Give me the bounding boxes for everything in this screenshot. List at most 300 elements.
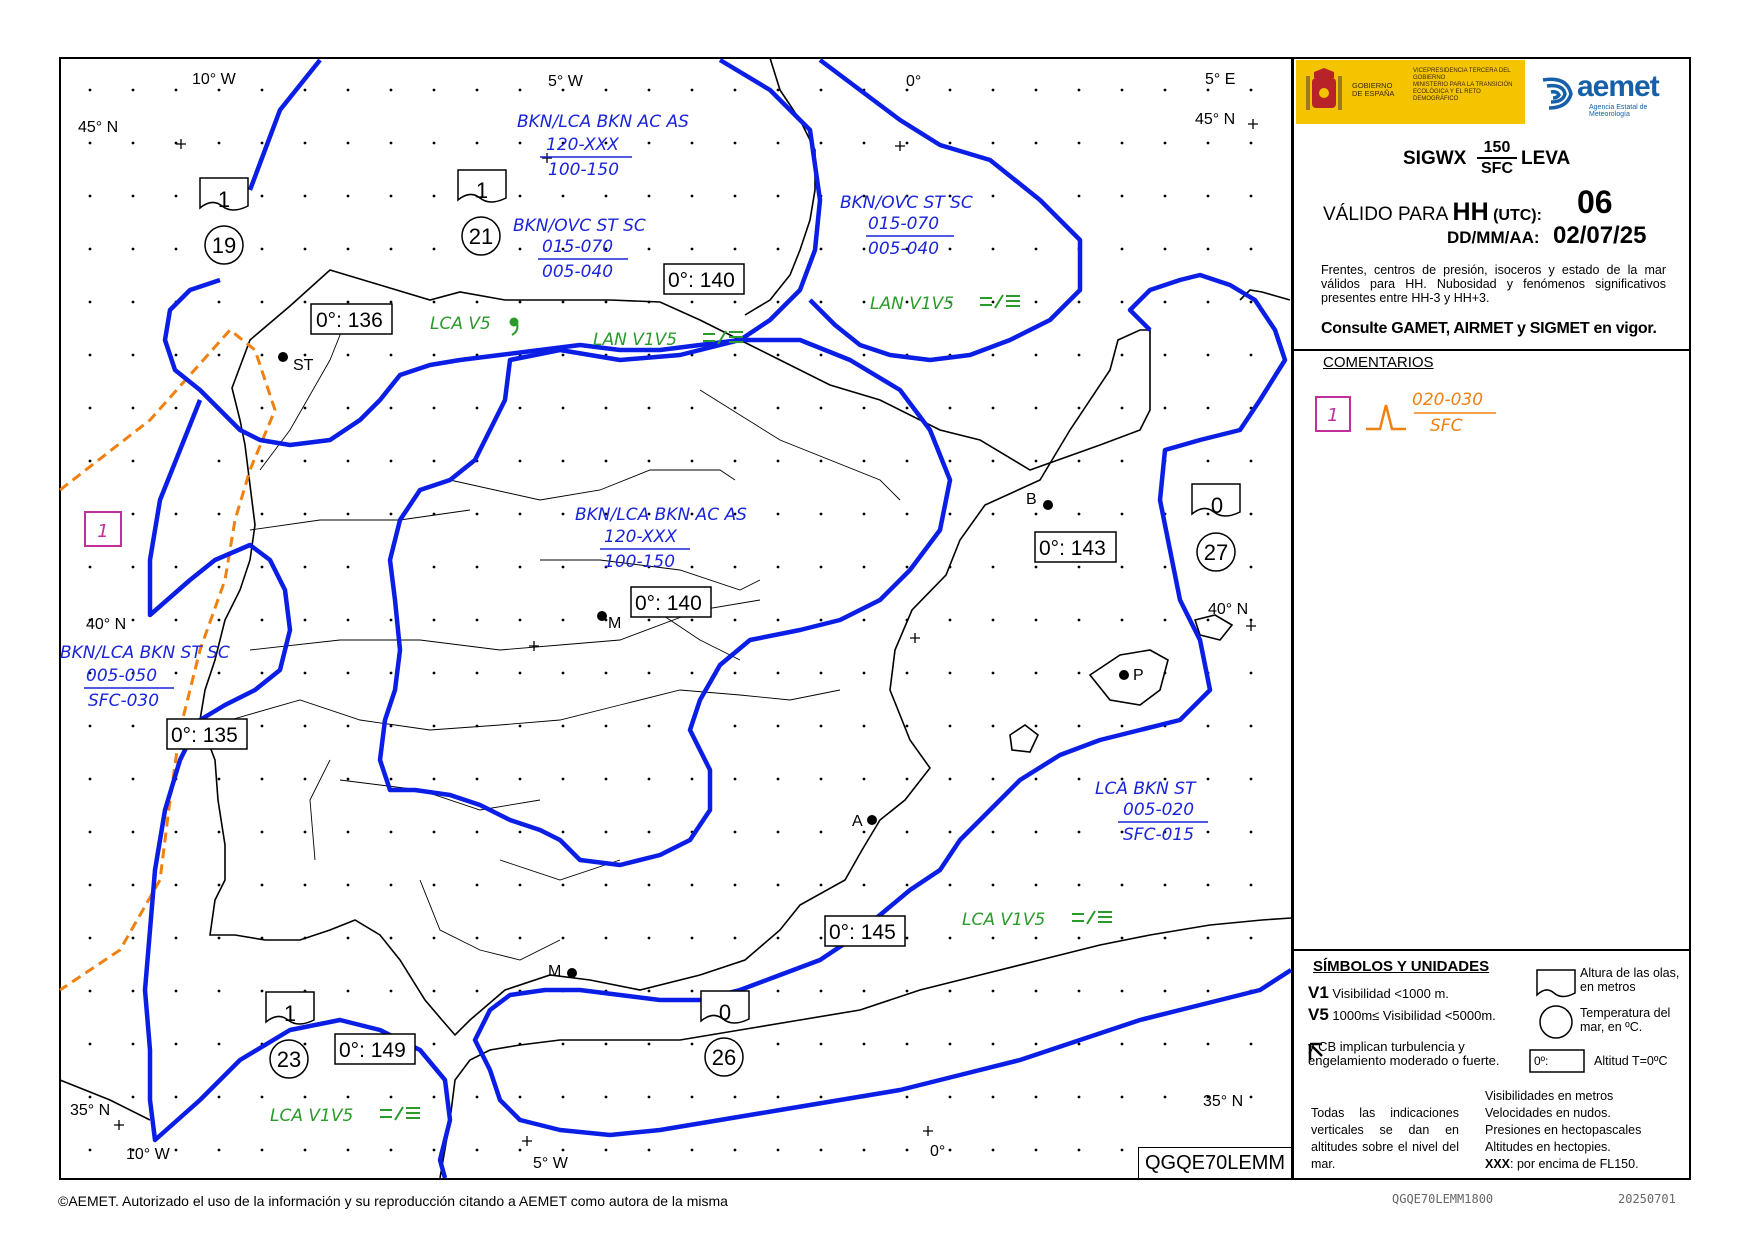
cb-legend: y CB implican turbulencia y engelamiento moderado o fuerte. [1308,1039,1500,1068]
graticule-dot [1250,619,1253,622]
top-level: 150 [1477,138,1517,159]
graticule-dot [605,831,608,834]
v1-code: V1 [1308,983,1329,1002]
graticule-dot [691,248,694,251]
graticule-dot [734,725,737,728]
graticule-dot [1207,513,1210,516]
graticule-dot [89,89,92,92]
graticule-dot [433,619,436,622]
graticule-dot [1035,248,1038,251]
graticule-dot [863,301,866,304]
graticule-dot [1035,672,1038,675]
graticule-dot [218,354,221,357]
graticule-dot [304,566,307,569]
graticule-dot [1121,884,1124,887]
graticule-dot [1250,884,1253,887]
graticule-dot [304,248,307,251]
graticule-dot [347,778,350,781]
graticule-dot [777,884,780,887]
graticule-dot [132,248,135,251]
graticule-dot [347,89,350,92]
graticule-dot [261,195,264,198]
freezing-level-box: 0°: 140 [635,592,702,615]
graticule-dot [777,407,780,410]
graticule-dot [433,1043,436,1046]
graticule-dot [1035,1096,1038,1099]
graticule-dot [519,301,522,304]
graticule-dot [863,248,866,251]
graticule-dot [132,142,135,145]
graticule-dot [562,672,565,675]
graticule-dot [218,884,221,887]
graticule-dot [1035,1149,1038,1152]
graticule-dot [906,460,909,463]
level-fraction [1477,138,1517,178]
graticule-dot [132,354,135,357]
graticule-dot [863,460,866,463]
graticule-dot [777,619,780,622]
graticule-dot [390,460,393,463]
graticule-dot [777,354,780,357]
graticule-dot [863,778,866,781]
units-note [1485,1088,1641,1173]
graticule-dot [863,990,866,993]
coat-of-arms-icon [1302,68,1346,118]
graticule-dot [734,407,737,410]
graticule-dot [777,725,780,728]
government-ministry: VICEPRESIDENCIA TERCERA DEL GOBIERNO MINISTERIO PARA LA TRANSICIÓN ECOLÓGICA Y EL RETO DEMOGRÁFICO [1413,68,1513,102]
graticule-dot [390,1096,393,1099]
graticule-dot [390,619,393,622]
graticule-dot [476,301,479,304]
graticule-dot [605,460,608,463]
sea-state-3 [266,992,314,1078]
graticule-dot [433,778,436,781]
graticule-dot [433,1096,436,1099]
graticule-dot [992,460,995,463]
graticule-dot [390,937,393,940]
graticule-dot [1250,1096,1253,1099]
graticule-dot [175,407,178,410]
graticule-dot [261,884,264,887]
graticule-dot [304,513,307,516]
graticule-dot [519,1149,522,1152]
graticule-dot [863,831,866,834]
government-logo [1296,60,1525,124]
cloud-type-text: BKN/LCA BKN AC AS [517,112,689,132]
graticule-dot [949,884,952,887]
graticule-dot [519,672,522,675]
valid-for [1323,198,1542,227]
graticule-dot [691,937,694,940]
graticule-dot [1164,195,1167,198]
graticule-dot [648,195,651,198]
graticule-dot [1207,884,1210,887]
graticule-dot [906,831,909,834]
cloud-label-cantabrian [513,216,646,282]
graticule-dot [949,248,952,251]
graticule-dot [89,1043,92,1046]
cloud-base-text: 005-040 [542,262,614,282]
graticule-dot [89,566,92,569]
graticule-dot [1035,513,1038,516]
graticule-dot [175,1043,178,1046]
graticule-dot [648,884,651,887]
graticule-dot [863,884,866,887]
v5-legend [1308,1005,1496,1024]
graticule-dot [347,142,350,145]
graticule-dot [89,460,92,463]
graticule-dot [605,937,608,940]
graticule-dot [89,195,92,198]
graticule-dot [1250,937,1253,940]
graticule-dot [949,142,952,145]
city-label-b: B [1026,491,1037,508]
graticule-dot [347,248,350,251]
graticule-dot [777,248,780,251]
graticule-dot [648,460,651,463]
graticule-dot [1207,301,1210,304]
graticule-dot [218,89,221,92]
graticule-dot [562,619,565,622]
graticule-dot [820,301,823,304]
graticule-dot [691,460,694,463]
graticule-dot [1250,89,1253,92]
graticule-dot [1078,619,1081,622]
graticule-dot [906,407,909,410]
graticule-dot [218,672,221,675]
graticule-dot [218,990,221,993]
graticule-dot [648,142,651,145]
graticule-dot [562,301,565,304]
cloud-type-text: LCA BKN ST [1095,779,1196,799]
morocco-coastline [440,918,1291,1178]
graticule-dot [949,725,952,728]
graticule-dot [605,1096,608,1099]
graticule-dot [218,142,221,145]
graticule-dot [175,672,178,675]
graticule-dot [1250,301,1253,304]
graticule-dot [1121,142,1124,145]
graticule-dot [992,1096,995,1099]
graticule-dot [820,937,823,940]
lon-label-5w-top: 5° W [548,73,583,90]
graticule-dot [261,142,264,145]
graticule-dot [89,301,92,304]
graticule-dot [390,248,393,251]
xxx-text: : por encima de FL150. [1510,1157,1639,1171]
graticule-dot [1250,831,1253,834]
graticule-dot [304,89,307,92]
graticule-dot [519,142,522,145]
side-panel [1293,58,1690,1179]
graticule-dot [476,778,479,781]
graticule-dot [261,89,264,92]
graticule-dot [1121,1043,1124,1046]
graticule-dot [1164,990,1167,993]
graticule-dot [820,1096,823,1099]
cloud-top-text: 015-070 [542,237,614,257]
cloud-area-balearic [475,275,1291,1135]
graticule-dot [89,884,92,887]
graticule-dot [390,195,393,198]
graticule-dot [562,884,565,887]
city-label-malaga: M [548,963,562,980]
graticule-dot [1035,89,1038,92]
graticule-dot [132,566,135,569]
graticule-dot [992,195,995,198]
lat-label-35n-right: 35° N [1203,1093,1244,1110]
graticule-dot [863,725,866,728]
graticule-dot [89,831,92,834]
graticule-dot [347,354,350,357]
graticule-dot [1035,884,1038,887]
graticule-dot [992,778,995,781]
graticule-dot [261,354,264,357]
graticule-dot [562,1043,565,1046]
bottom-level: SFC [1481,160,1513,177]
graticule-dot [1164,354,1167,357]
graticule-dot [777,778,780,781]
graticule-dot [906,725,909,728]
graticule-dot [734,248,737,251]
graticule-dot [304,407,307,410]
graticule-dot [347,407,350,410]
graticule-dot [175,89,178,92]
valid-label: VÁLIDO PARA [1323,204,1453,225]
symbols-title: SÍMBOLOS Y UNIDADES [1313,958,1490,975]
graticule-dot [1078,778,1081,781]
graticule-dot [863,513,866,516]
graticule-dot [304,1096,307,1099]
graticule-dot [906,672,909,675]
graticule-dot [820,1149,823,1152]
graticule-dot [1207,89,1210,92]
graticule-dot [648,89,651,92]
graticule-dot [992,513,995,516]
graticule-dot [820,566,823,569]
graticule-dot [648,1149,651,1152]
v5-code: V5 [1308,1005,1329,1024]
freezing-level-box: 0°: 135 [171,724,238,747]
graticule-dot [132,937,135,940]
graticule-dot [1035,937,1038,940]
graticule-dot [1035,407,1038,410]
graticule-dot [648,1096,651,1099]
graticule-dot [992,725,995,728]
graticule-dot [89,248,92,251]
date-label: DD/MM/AA: [1447,228,1540,247]
wave-height-text: 0 [718,1000,732,1025]
graticule-dot [605,195,608,198]
weather-label-galicia [430,314,519,335]
graticule-dot [132,884,135,887]
product-name: SIGWX [1403,148,1467,169]
graticule-dot [648,407,651,410]
graticule-dot [777,672,780,675]
wave-height-text: 1 [217,187,231,212]
ibiza-coastline [1010,725,1038,752]
graticule-dot [89,1096,92,1099]
graticule-dot [863,1149,866,1152]
graticule-dot [648,1043,651,1046]
graticule-dot [1035,619,1038,622]
graticule-dot [1250,513,1253,516]
graticule-dot [1164,248,1167,251]
graticule-dot [175,1096,178,1099]
graticule-dot [218,460,221,463]
sea-temperature-text: 27 [1203,540,1229,565]
freezing-level-box: 0°: 140 [668,269,735,292]
graticule-dot [433,354,436,357]
graticule-dot [390,884,393,887]
graticule-dot [1035,566,1038,569]
graticule-dot [433,195,436,198]
graticule-dot [89,142,92,145]
graticule-dot [89,778,92,781]
graticule-dot [648,725,651,728]
cloud-label-centre [575,505,747,572]
mist-fog-icon [1072,911,1112,924]
graticule-dot [390,89,393,92]
graticule-dot [777,460,780,463]
graticule-dot [562,778,565,781]
graticule-dot [132,725,135,728]
aemet-logo [1537,64,1687,124]
graticule-dot [820,89,823,92]
lat-label-40n-right: 40° N [1208,601,1249,618]
graticule-dot [304,1149,307,1152]
graticule-dot [1035,831,1038,834]
graticule-dot [1207,778,1210,781]
graticule-dot [734,354,737,357]
graticule-dot [261,566,264,569]
graticule-dot [1207,195,1210,198]
graticule-dot [1078,884,1081,887]
graticule-dot [906,1096,909,1099]
graticule-dot [562,513,565,516]
graticule-dot [433,725,436,728]
graticule-dot [175,990,178,993]
graticule-dot [1250,142,1253,145]
graticule-dot [1078,89,1081,92]
graticule-dot [820,513,823,516]
graticule-dot [691,1096,694,1099]
graticule-dot [132,407,135,410]
v1-text: Visibilidad <1000 m. [1328,986,1449,1001]
comment-top: 020-030 [1412,390,1484,410]
weather-label-med [962,910,1112,930]
graticule-dot [218,301,221,304]
graticule-dot [89,1149,92,1152]
graticule-dot [992,672,995,675]
graticule-dot [949,407,952,410]
graticule-dot [1121,89,1124,92]
graticule-dot [1250,460,1253,463]
graticule-dot [347,725,350,728]
graticule-dot [1121,407,1124,410]
graticule-dot [648,672,651,675]
cloud-top-text: 015-070 [868,214,940,234]
graticule-dot [906,566,909,569]
graticule-dot [777,566,780,569]
graticule-dot [648,248,651,251]
utc-label: (UTC): [1488,207,1542,224]
graticule-dot [906,937,909,940]
graticule-dot [433,566,436,569]
graticule-dot [347,195,350,198]
graticule-dot [1035,778,1038,781]
graticule-dot [304,142,307,145]
graticule-dot [992,1149,995,1152]
graticule-dot [1078,937,1081,940]
graticule-dot [734,884,737,887]
graticule-dot [476,937,479,940]
cloud-base-text: 005-040 [868,239,940,259]
graticule-dot [476,619,479,622]
graticule-dot [304,1043,307,1046]
graticule-dot [1078,301,1081,304]
rivers [230,310,900,960]
graticule-dot [1207,354,1210,357]
graticule-dot [1035,1043,1038,1046]
graticule-dot [261,990,264,993]
graticule-dot [304,460,307,463]
graticule-dot [648,990,651,993]
graticule-dot [261,513,264,516]
graticule-dot [175,937,178,940]
cloud-top-text: 120-XXX [604,527,677,547]
graticule-dot [433,937,436,940]
graticule-dot [1207,407,1210,410]
comment-base: SFC [1430,416,1463,436]
graticule-dot [562,1149,565,1152]
graticule-dot [132,778,135,781]
graticule-dot [1035,354,1038,357]
region-name: LEVA [1521,148,1571,169]
graticule-dot [949,89,952,92]
graticule-dot [476,831,479,834]
graticule-dot [304,672,307,675]
graticule-dot [1250,566,1253,569]
graticule-dot [1121,460,1124,463]
graticule-dot [390,354,393,357]
units-speed: Velocidades en nudos. [1485,1106,1611,1120]
graticule-dot [648,937,651,940]
lon-label-10w-bottom: 10° W [126,1146,170,1163]
graticule-dot [1078,513,1081,516]
cloud-label-west [60,643,230,711]
freezing-levels [167,264,1116,1064]
weather-label-atlantic-south [270,1106,420,1126]
graticule-dot [218,1096,221,1099]
graticule-dot [648,778,651,781]
map-frame [60,58,1292,1179]
city-dot-b [1043,500,1053,510]
graticule-dot [906,884,909,887]
graticule-dot [734,89,737,92]
graticule-dot [605,672,608,675]
graticule-dot [562,937,565,940]
freezing-level-box: 0°: 149 [339,1039,406,1062]
graticule-dot [820,407,823,410]
graticule-dot [476,566,479,569]
graticule-dot [1035,460,1038,463]
graticule-dot [1121,990,1124,993]
graticule-dot [347,884,350,887]
graticule-dot [519,248,522,251]
graticule-dot [992,990,995,993]
